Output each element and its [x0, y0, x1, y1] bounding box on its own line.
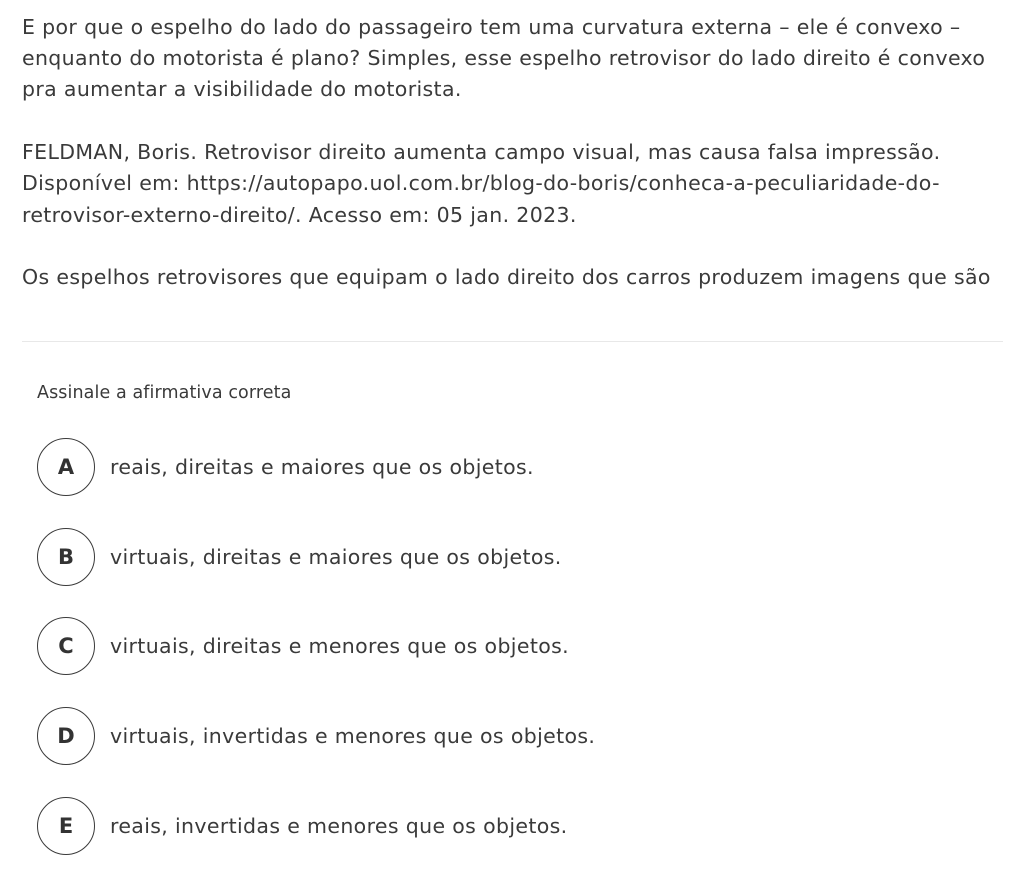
question-statement	[22, 12, 1007, 325]
alternative-c[interactable]	[37, 616, 997, 676]
alternative-letter-badge[interactable]: B	[37, 528, 95, 586]
question-paragraph-prompt: Os espelhos retrovisores que equipam o lado direito dos carros produzem imagens que são	[22, 265, 991, 290]
alternative-letter-badge[interactable]: A	[37, 438, 95, 496]
alternative-letter-badge[interactable]: D	[37, 707, 95, 765]
alternative-a[interactable]	[37, 437, 997, 497]
alternatives-list	[37, 437, 997, 885]
alternative-text[interactable]: virtuais, invertidas e menores que os objetos.	[110, 724, 596, 749]
alternative-text[interactable]: virtuais, direitas e maiores que os objetos.	[110, 544, 562, 569]
alternative-letter-badge[interactable]: E	[37, 797, 95, 855]
alternative-letter-badge[interactable]: C	[37, 617, 95, 675]
divider	[22, 341, 1003, 342]
alternative-text[interactable]: reais, direitas e maiores que os objetos.	[110, 455, 534, 479]
alternative-d[interactable]	[37, 706, 997, 766]
alternative-b[interactable]	[37, 527, 997, 587]
instruction-label: Assinale a afirmativa correta	[37, 383, 292, 403]
question-paragraph-intro: E por que o espelho do lado do passageiro tem uma curvatura externa – ele é convexo – enquanto do motorista é plano? Simples, esse espelho retrovisor do lado direito é convexo pra aumentar a visibilidade do motorista.	[22, 15, 986, 102]
alternative-e[interactable]	[37, 796, 997, 856]
alternative-text[interactable]: reais, invertidas e menores que os objetos.	[110, 813, 568, 838]
alternative-text[interactable]: virtuais, direitas e menores que os objetos.	[110, 634, 569, 659]
question-paragraph-citation: FELDMAN, Boris. Retrovisor direito aumenta campo visual, mas causa falsa impressão. Disponível em: https://autopapo.uol.com.br/blog-do-boris/conheca-a-peculiaridade-do-retrovisor-externo-direito/. Acesso em: 05 jan. 2023.	[22, 140, 941, 227]
